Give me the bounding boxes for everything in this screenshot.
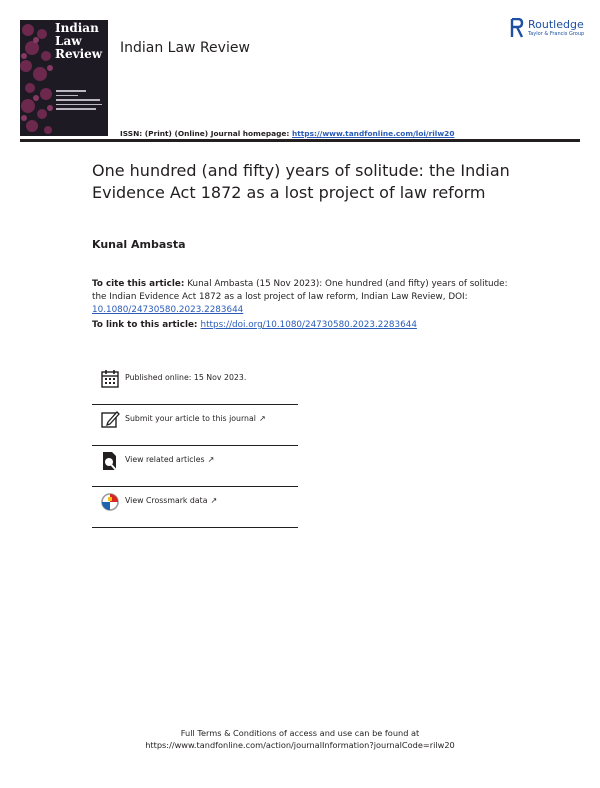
- publisher-name: Routledge: [528, 18, 584, 31]
- header-divider: [20, 139, 580, 142]
- cite-doi-link[interactable]: 10.1080/24730580.2023.2283644: [92, 305, 244, 315]
- journal-homepage-link[interactable]: https://www.tandfonline.com/loi/rilw20: [291, 129, 455, 138]
- footer-terms-link[interactable]: https://www.tandfonline.com/action/journalInformation?journalCode=rilw20: [145, 740, 455, 750]
- article-doi-link[interactable]: https://doi.org/10.1080/24730580.2023.2283644: [200, 320, 417, 330]
- journal-name: Indian Law Review: [120, 40, 250, 56]
- external-link-icon: ↗: [258, 414, 266, 423]
- edit-icon: [100, 409, 120, 431]
- related-articles-item[interactable]: [92, 446, 298, 487]
- cite-text: Kunal Ambasta (15 Nov 2023): One hundred (and fifty) years of solitude: the Indian Evidence Act 1872 as a lost project of law reform, Indian Law Review, DOI:: [92, 279, 508, 302]
- submit-article-label[interactable]: Submit your article to this journal ↗: [125, 414, 266, 423]
- journal-cover: [20, 20, 108, 136]
- related-articles-label[interactable]: View related articles ↗: [125, 455, 215, 464]
- cite-label: To cite this article:: [92, 279, 185, 289]
- publisher-subtitle: Taylor & Francis Group: [528, 31, 585, 37]
- routledge-r-icon: [510, 18, 524, 38]
- crossmark-item[interactable]: [92, 487, 298, 528]
- issn-line: [120, 129, 454, 138]
- article-link-line: [92, 320, 417, 330]
- crossmark-icon: [100, 491, 120, 513]
- published-online-label: Published online: 15 Nov 2023.: [125, 373, 247, 382]
- article-author: Kunal Ambasta: [92, 238, 186, 251]
- footer: [0, 727, 600, 751]
- crossmark-label[interactable]: View Crossmark data ↗: [125, 496, 218, 505]
- cover-title: Indian Law Review: [55, 21, 103, 61]
- submit-article-item[interactable]: [92, 405, 298, 446]
- publisher-logo[interactable]: [510, 18, 590, 40]
- cover-text-lines: [56, 90, 102, 113]
- footer-terms-text: Full Terms & Conditions of access and use can be found at: [180, 728, 420, 738]
- article-actions: [92, 364, 298, 528]
- published-online-item: [92, 364, 298, 405]
- article-title: One hundred (and fifty) years of solitude: the Indian Evidence Act 1872 as a lost project of law reform: [92, 161, 510, 202]
- issn-text: ISSN: (Print) (Online) Journal homepage:: [120, 129, 292, 138]
- calendar-icon: [100, 368, 120, 390]
- citation-block: [92, 278, 522, 317]
- link-label: To link to this article:: [92, 320, 201, 330]
- external-link-icon: ↗: [210, 496, 218, 505]
- related-articles-icon: [100, 450, 120, 472]
- external-link-icon: ↗: [207, 455, 215, 464]
